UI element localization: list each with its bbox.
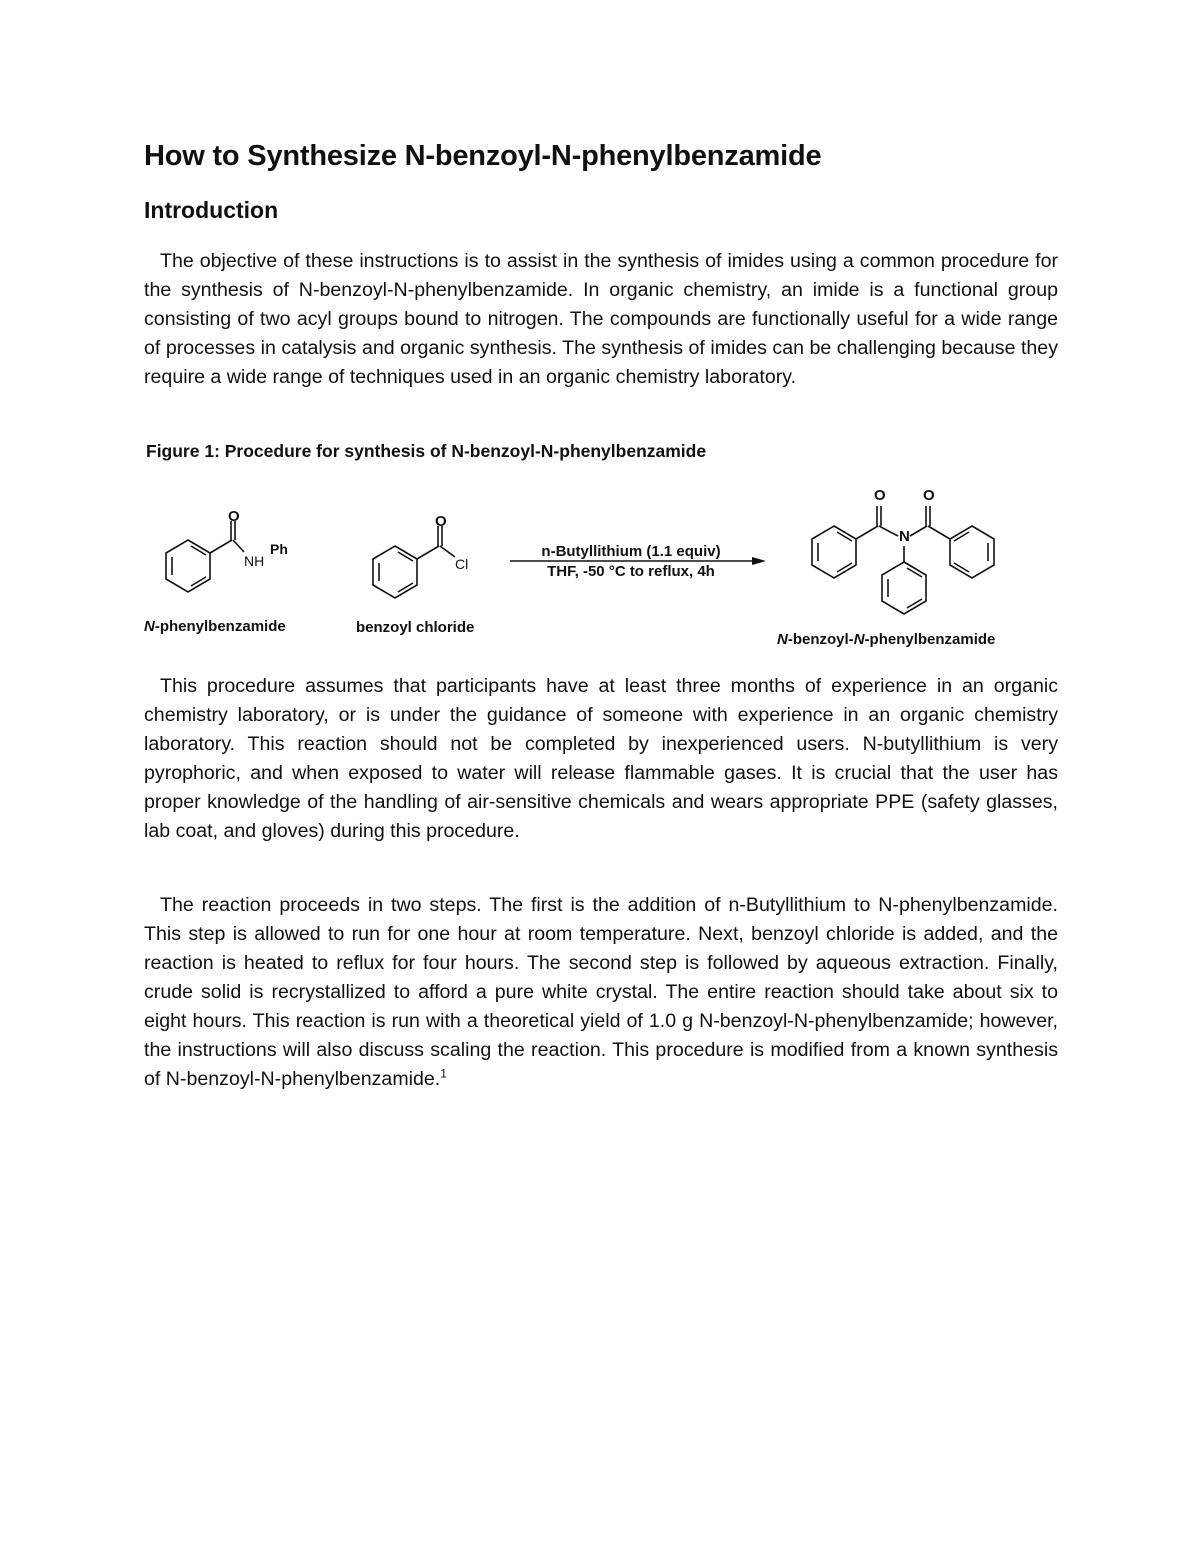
procedure-overview-paragraph xyxy=(144,891,1058,1094)
product-name xyxy=(777,631,995,648)
reactant-2-name: benzoyl chloride xyxy=(356,619,475,636)
figure-caption: Figure 1: Procedure for synthesis of N-benzoyl-N-phenylbenzamide xyxy=(146,441,707,461)
r1-oxygen-label: O xyxy=(228,508,240,525)
r2-oxygen-label: O xyxy=(435,513,447,530)
reaction-scheme-drawing xyxy=(144,474,1058,664)
reactant-1-name-rest: -phenylbenzamide xyxy=(154,618,286,635)
r1-nh-label: NH xyxy=(244,553,265,569)
conditions-line-2: THF, -50 °C to reflux, 4h xyxy=(547,563,715,580)
product-name-part-2: -benzoyl- xyxy=(787,631,854,648)
product-nitrogen-label: N xyxy=(899,528,910,545)
reaction-arrow-head xyxy=(752,557,766,565)
safety-paragraph: This procedure assumes that participants have at least three months of experience in an organic chemistry laboratory, or is under the guidance of someone with experience in an organic chemistry laboratory. This reaction should not be completed by inexperienced users. N-butyllithium is very pyrophoric, and when exposed to water will release flammable gases. It is crucial that the user has proper knowledge of the handling of air-sensitive chemicals and wears appropriate PPE (safety glasses, lab coat, and gloves) during this procedure. xyxy=(144,675,1058,842)
section-heading-introduction: Introduction xyxy=(144,197,279,223)
reactant-1-name xyxy=(144,618,286,635)
intro-paragraph: The objective of these instructions is to assist in the synthesis of imides using a common procedure for the synthesis of N-benzoyl-N-phenylbenzamide. In organic chemistry, an imide is a functional group consisting of two acyl groups bound to nitrogen. The compounds are functionally useful for a wide range of processes in catalysis and organic synthesis. The synthesis of imides can be challenging because they require a wide range of techniques used in an organic chemistry laboratory. xyxy=(144,250,1058,388)
document-title: How to Synthesize N-benzoyl-N-phenylbenzamide xyxy=(144,140,822,172)
product-name-part-3: N xyxy=(853,631,865,648)
conditions-line-1: n-Butyllithium (1.1 equiv) xyxy=(541,543,721,560)
r2-chlorine-label: Cl xyxy=(455,556,469,572)
product-oxygen-right-label: O xyxy=(923,487,935,504)
product-oxygen-left-label: O xyxy=(874,487,886,504)
product-name-part-4: -phenylbenzamide xyxy=(864,631,996,648)
n-benzoyl-n-phenylbenzamide-structure xyxy=(812,506,994,614)
product-name-part-1: N xyxy=(777,631,788,648)
reaction-scheme xyxy=(144,474,1058,664)
benzoyl-chloride-structure xyxy=(373,526,455,598)
r1-ph-label: Ph xyxy=(270,541,288,557)
footnote-reference: 1 xyxy=(440,1066,447,1081)
reactant-1-name-prefix: N xyxy=(144,618,155,635)
procedure-overview-text: The reaction proceeds in two steps. The first is the addition of n-Butyllithium to N-phenylbenzamide. This step is allowed to run for one hour at room temperature. Next, benzoyl chloride is added, and the reaction is heated to reflux for four hours. The second step is followed by aqueous extraction. Finally, crude solid is recrystallized to afford a pure white crystal. The entire reaction should take about six to eight hours. This reaction is run with a theoretical yield of 1.0 g N-benzoyl-N-phenylbenzamide; however, the instructions will also discuss scaling the reaction. This procedure is modified from a known synthesis of N-benzoyl-N-phenylbenzamide. xyxy=(144,894,1058,1090)
n-phenylbenzamide-structure xyxy=(166,521,244,592)
